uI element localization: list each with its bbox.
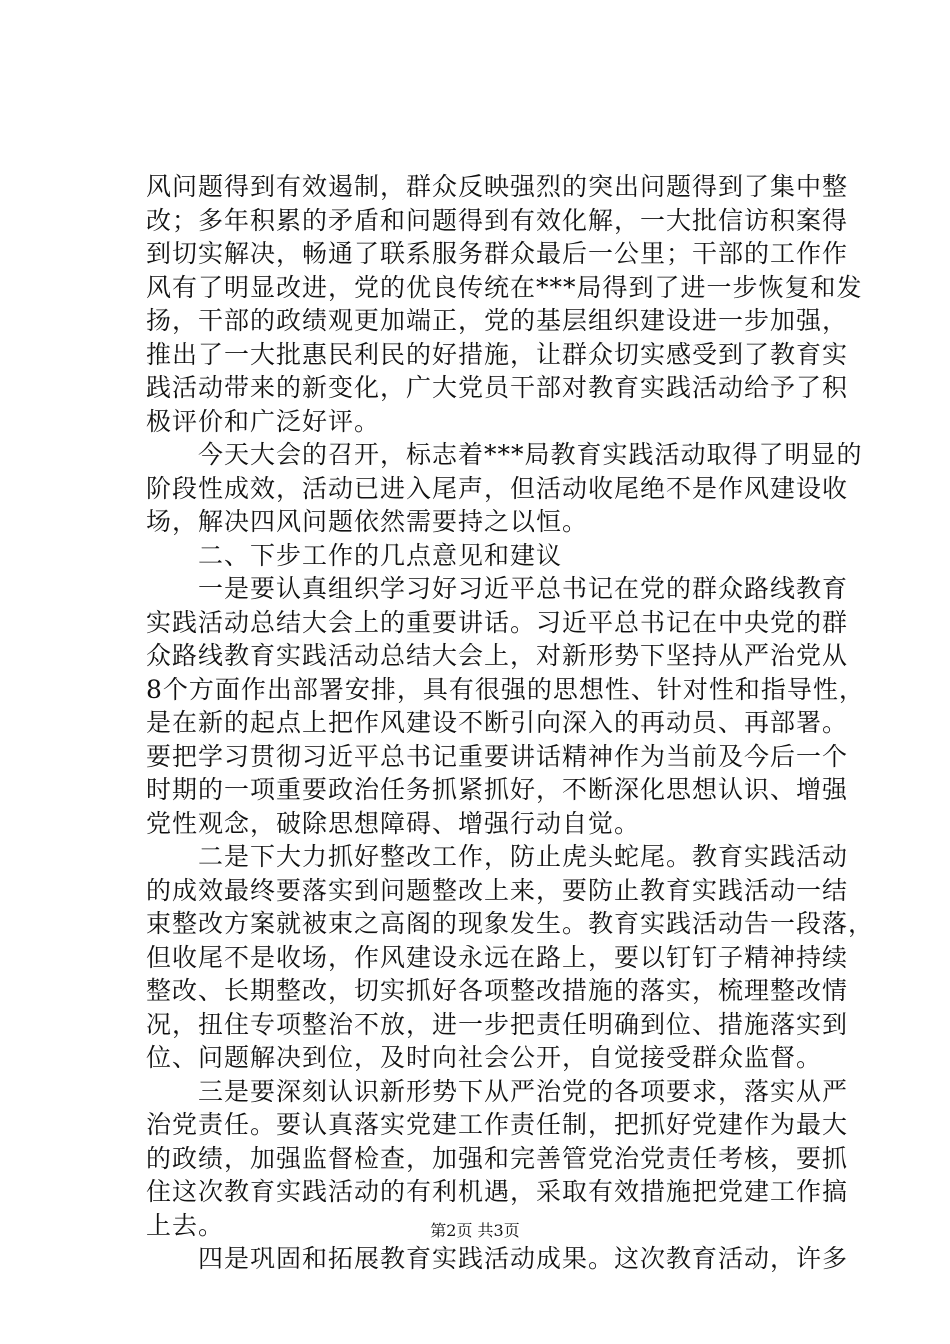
document-body xyxy=(146,170,875,1276)
text-line: 是在新的起点上把作风建设不断引向深入的再动员、再部署。 xyxy=(146,708,849,737)
page-footer: 第2页 共3页 xyxy=(430,1221,520,1240)
text-line: 一是要认真组织学习好习近平总书记在党的群众路线教育 xyxy=(146,574,849,603)
text-line: 三是要深刻认识新形势下从严治党的各项要求，落实从严 xyxy=(146,1076,849,1106)
text-line: 推出了一大批惠民利民的好措施，让群众切实感受到了教育实 xyxy=(146,339,849,369)
text-line: 阶段性成效，活动已进入尾声，但活动收尾绝不是作风建设收 xyxy=(146,473,849,503)
text-line: 到切实解决，畅通了联系服务群众最后一公里；干部的工作作 xyxy=(146,239,849,268)
text-line: 四是巩固和拓展教育实践活动成果。这次教育活动，许多 xyxy=(146,1244,849,1273)
text-line: 时期的一项重要政治任务抓紧抓好，不断深化思想认识、增强 xyxy=(146,775,849,804)
text-line: 践活动带来的新变化，广大党员干部对教育实践活动给予了积 xyxy=(146,373,849,402)
text-line: 整改、长期整改，切实抓好各项整改措施的落实，梳理整改情 xyxy=(146,976,849,1005)
text-line: 场，解决四风问题依然需要持之以恒。 xyxy=(146,507,589,536)
text-line: 今天大会的召开，标志着***局教育实践活动取得了明显的 xyxy=(146,440,863,469)
text-line: 位、问题解决到位，及时向社会公开，自觉接受群众监督。 xyxy=(146,1043,823,1072)
text-line: 上去。 xyxy=(146,1210,225,1240)
text-line: 风问题得到有效遏制，群众反映强烈的突出问题得到了集中整 xyxy=(146,172,849,201)
text-line: 二、下步工作的几点意见和建议 xyxy=(146,540,563,570)
text-line: 实践活动总结大会上的重要讲话。习近平总书记在中央党的群 xyxy=(146,607,849,637)
text-line: 党性观念，破除思想障碍、增强行动自觉。 xyxy=(146,808,641,838)
text-line: 的政绩，加强监督检查，加强和完善管党治党责任考核，要抓 xyxy=(146,1143,849,1173)
text-line: 要把学习贯彻习近平总书记重要讲话精神作为当前及今后一个 xyxy=(146,741,849,771)
text-line: 治党责任。要认真落实党建工作责任制，把抓好党建作为最大 xyxy=(146,1110,849,1139)
text-line: 风有了明显改进，党的优良传统在***局得到了进一步恢复和发 xyxy=(146,272,863,302)
text-line: 二是下大力抓好整改工作，防止虎头蛇尾。教育实践活动 xyxy=(146,842,849,871)
text-line: 众路线教育实践活动总结大会上，对新形势下坚持从严治党从 xyxy=(146,641,849,670)
text-line: 8个方面作出部署安排，具有很强的思想性、针对性和指导性， xyxy=(146,674,865,704)
text-line: 但收尾不是收场，作风建设永远在路上，要以钉钉子精神持续 xyxy=(146,942,849,972)
text-line: 况，扭住专项整治不放，进一步把责任明确到位、措施落实到 xyxy=(146,1009,849,1039)
text-line: 改；多年积累的矛盾和问题得到有效化解，一大批信访积案得 xyxy=(146,205,849,235)
text-line: 住这次教育实践活动的有利机遇，采取有效措施把党建工作搞 xyxy=(146,1177,849,1206)
text-line: 扬，干部的政绩观更加端正，党的基层组织建设进一步加强， xyxy=(146,306,849,335)
text-line: 束整改方案就被束之高阁的现象发生。教育实践活动告一段落， xyxy=(146,909,875,938)
text-line: 的成效最终要落实到问题整改上来，要防止教育实践活动一结 xyxy=(146,875,849,905)
text-line: 极评价和广泛好评。 xyxy=(146,406,381,436)
